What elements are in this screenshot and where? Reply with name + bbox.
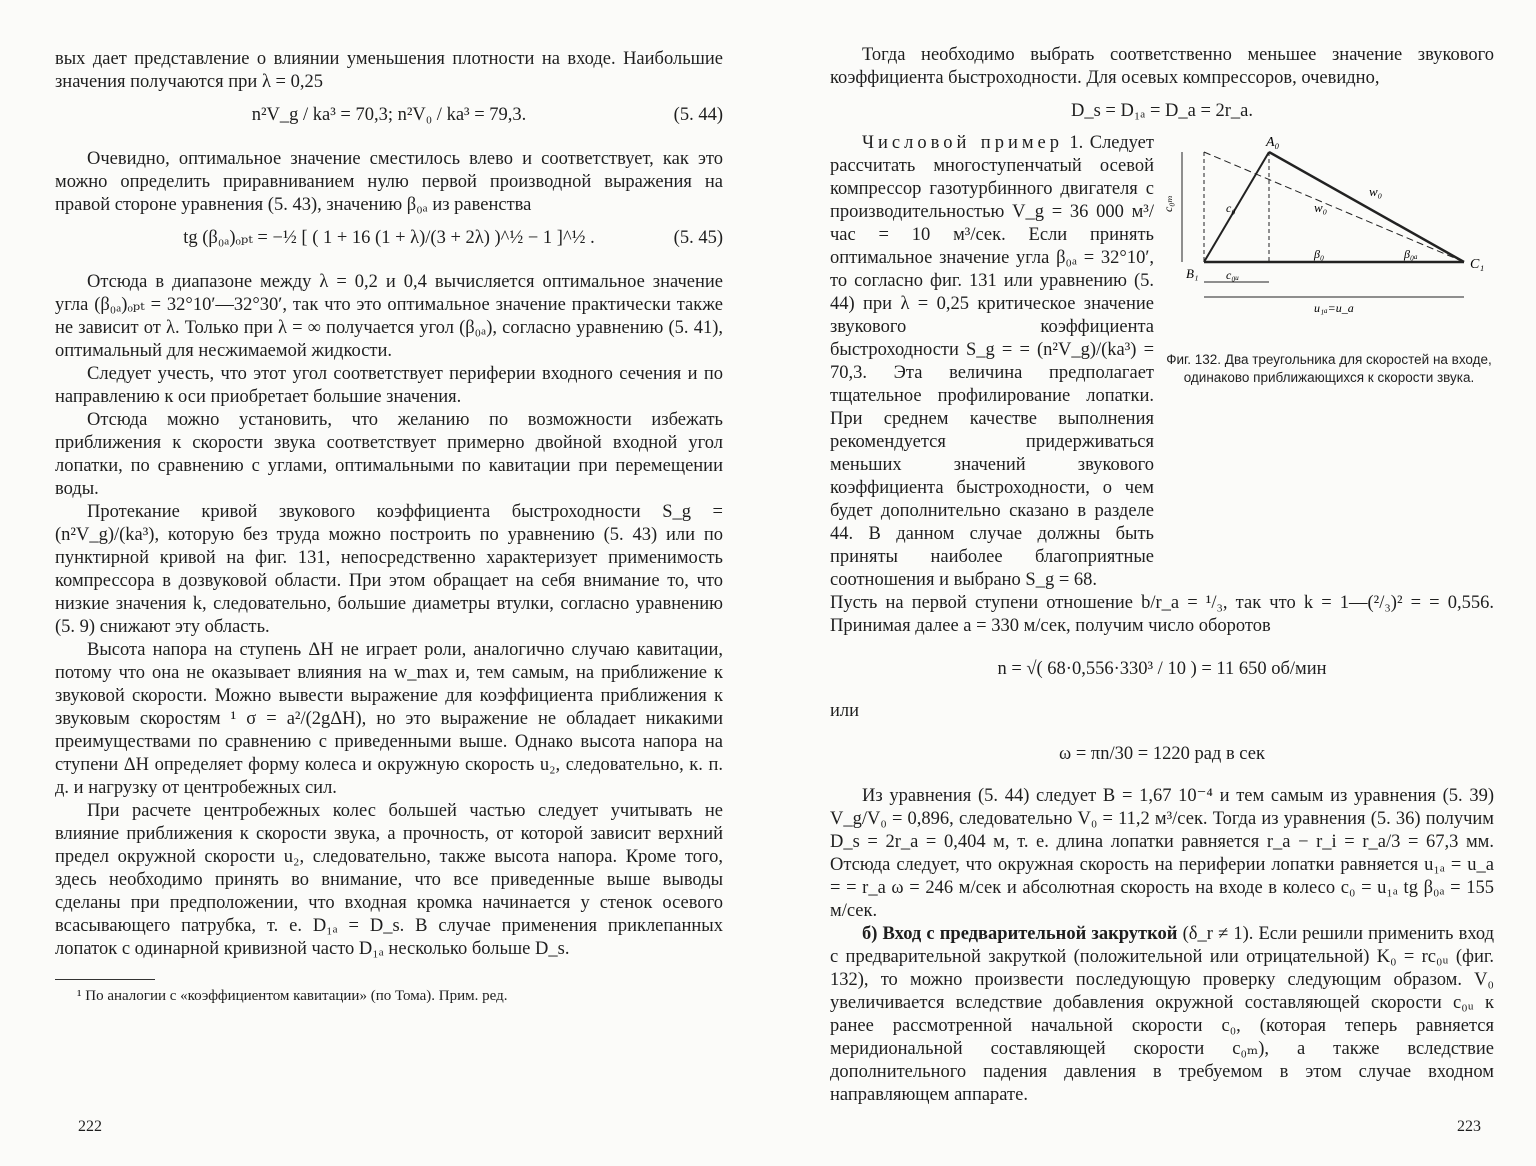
section-b-text: (δ_r ≠ 1). Если решили применить вход с предварительной закруткой (положительной или отрицательной) K₀ = rc₀ᵤ (фиг. 132), то можно произвести последующую проверку следующим образом. V₀ увеличивается вследствие добавления окружной составляющей скорости c₀ᵤ к ранее рассмотренной начальной скорости c₀, (которая теперь равняется меридиональной составляющей скорости c₀ₘ), а также вследствие дополнительного падения давления в требуемом в этом случае входном направляющем аппарате. [830,924,1494,1105]
left-paragraph-1: вых дает представление о влиянии уменьшения плотности на входе. Наибольшие значения получаются при λ = 0,25 [55,49,723,92]
label-a0: A₀ [1266,135,1280,150]
figure-132 [1161,132,1494,592]
figure-wrap [830,132,1494,592]
page-number-right: 223 [1457,1118,1481,1135]
equation-ds-body: D_s = D₁ₐ = D_a = 2r_a. [1070,101,1254,121]
c0-vector [1204,152,1269,262]
w0-vector [1269,152,1464,262]
right-page [768,0,1536,1166]
footnote-rule [55,979,155,980]
equation-n [830,638,1494,700]
equation-5-44-number: (5. 44) [673,105,723,125]
label-c0: c₀ [1226,201,1236,215]
equation-omega [830,723,1494,785]
equation-5-44-body: n²V_g / ka³ = 70,3; n²V₀ / ka³ = 79,3. [251,105,527,125]
left-text-column [55,48,723,1006]
or-word: или [830,701,860,721]
label-w0-top: w₀ [1369,184,1383,199]
example-label: Числовой пример [862,133,1064,153]
equation-ds [830,90,1494,132]
left-paragraph-2: Очевидно, оптимальное значение сместилось влево и соответствует, как это можно определить приравниванием нулю первой производной выражения на правой стороне уравнения (5. 43), значению β₀ₐ из равенства [55,149,723,215]
left-paragraph-5: Отсюда можно установить, что желанию по возможности избежать приближения к скорости звука соответствует примерно двойной входной угол лопатки, по сравнению с углами, оптимальными по кавитации при перемещении воды. [55,410,723,499]
example-text [830,132,1154,592]
right-paragraph-4: Из уравнения (5. 44) следует B = 1,67 10⁻⁴ и тем самым из уравнения (5. 39) V_g/V₀ = 0,896, следовательно V₀ = 11,2 м³/сек. Тогда из уравнения (5. 36) получим D_s = 2r_a = 0,404 м, т. е. длина лопатки равняется r_a − r_i = r_a/3 = 67,3 мм. Отсюда следует, что окружная скорость на периферии лопатки равняется u₁ₐ = u_a = = r_a ω = 246 м/сек и абсолютная скорость на входе в колесо c₀ = u₁ₐ tg β₀ₐ = 155 м/сек. [830,786,1494,921]
equation-5-45-body: tg (β₀ₐ)ₒₚₜ = −½ [ ( 1 + 16 (1 + λ)/(3 + 2λ) )^½ − 1 ]^½ . [183,228,595,248]
right-text-column [830,44,1494,1107]
label-beta0a: β₀ₐ [1404,247,1418,261]
right-paragraph-5 [830,923,1494,1107]
footnote: ¹ По аналогии с «коэффициентом кавитации» (по Тома). Прим. ред. [77,988,508,1004]
velocity-triangle-diagram [1161,132,1494,342]
equation-5-45-number: (5. 45) [673,228,723,248]
label-c0m: c₀ₘ [1161,195,1175,212]
equation-omega-body: ω = πn/30 = 1220 рад в сек [1059,744,1265,764]
w0-dashed-line [1204,152,1464,262]
figure-caption: Фиг. 132. Два треугольника для скоростей на входе, одинаково приближающихся к скорости звука. [1166,352,1492,385]
label-c1: C₁ [1470,257,1485,272]
label-beta0: β₀ [1314,247,1325,261]
section-heading-b: б) Вход с предварительной закруткой [862,924,1178,944]
left-paragraph-4: Следует учесть, что этот угол соответствует периферии входного сечения и по направлению к оси приобретает большие значения. [55,364,723,407]
right-paragraph-1: Тогда необходимо выбрать соответственно меньшее значение звукового коэффициента быстроходности. Для осевых компрессоров, очевидно, [830,45,1494,88]
label-c0u: c₀ᵤ [1226,268,1240,282]
equation-n-body: n = √( 68·0,556·330³ / 10 ) = 11 650 об/мин [997,659,1327,679]
equation-5-45 [55,217,723,259]
left-paragraph-6: Протекание кривой звукового коэффициента быстроходности S_g = (n²V_g)/(ka³), которую без труда можно построить по уравнению (5. 43) или по пунктирной кривой на фиг. 131, непосредственно характеризует применимость компрессора в дозвуковой области. При этом обращает на себя внимание то, что низкие значения k, следовательно, большие диаметры втулки, согласно уравнению (5. 9) снижают эту область. [55,502,723,637]
label-u: u₁ₐ=u_a [1314,301,1354,315]
label-w0-mid: w₀ [1314,200,1328,215]
right-paragraph-2 [830,132,1154,592]
example-text-body: 1. Следует рассчитать многоступенчатый осевой компрессор газотурбинного двигателя с производительностью V_g = 36 000 м³/час = 10 м³/сек. Если принять оптимальное значение угла β₀ₐ = 32°10′, то согласно фиг. 131 или уравнению (5. 44) при λ = 0,25 критическое значение звукового коэффициента быстроходности S_g = = (n²V_g)/(ka³) = 70,3. Эта величина предполагает тщательное профилирование лопатки. При среднем качестве выполнения рекомендуется придерживаться меньших значений звукового коэффициента быстроходности, о чем будет дополнительно сказано в разделе 44. В данном случае должны быть приняты наиболее благоприятные соотношения и выбрано S_g = 68. [830,133,1154,590]
page-number-left: 222 [78,1118,102,1135]
left-paragraph-8: При расчете центробежных колес большей частью следует учитывать не влияние приближения к скорости звука, а прочность, от которой зависит верхний предел окружной скорости u₂, следовательно, также высота напора. Кроме того, здесь необходимо принять во внимание, что все приведенные выше выводы сделаны при предположении, что входная кромка начинается у стенок осевого всасывающего патрубка, т. е. D₁ₐ = D_s. В случае применения приклепанных лопаток с одинарной кривизной часто D₁ₐ несколько больше D_s. [55,801,723,959]
left-paragraph-3: Отсюда в диапазоне между λ = 0,2 и 0,4 вычисляется оптимальное значение угла (β₀ₐ)ₒₚₜ = 32°10′—32°30′, так что это оптимальное значение практически также не зависит от λ. Только при λ = ∞ получается угол (β₀ₐ), согласно уравнению (5. 41), оптимальный для несжимаемой жидкости. [55,272,723,361]
label-b1: B₁ [1186,266,1199,281]
left-paragraph-7: Высота напора на ступень ΔH не играет роли, аналогично случаю кавитации, потому что она не оказывает влияния на w_max и, тем самым, на приближение к звуковой скорости. Можно вывести выражение для коэффициента приближения к звуковым скоростям ¹ σ = a²/(2gΔH), но это выражение не обладает никакими преимуществами по сравнению с приведенными выше. Однако высота напора на ступени ΔH определяет форму колеса и окружную скорость u₂, следовательно, к. п. д. и нагрузку от центробежных сил. [55,640,723,798]
right-paragraph-3: Пусть на первой ступени отношение b/r_a = ¹/₃, так что k = 1—(²/₃)² = = 0,556. Принимая далее a = 330 м/сек, получим число оборотов [830,593,1494,636]
equation-5-44 [55,94,723,136]
